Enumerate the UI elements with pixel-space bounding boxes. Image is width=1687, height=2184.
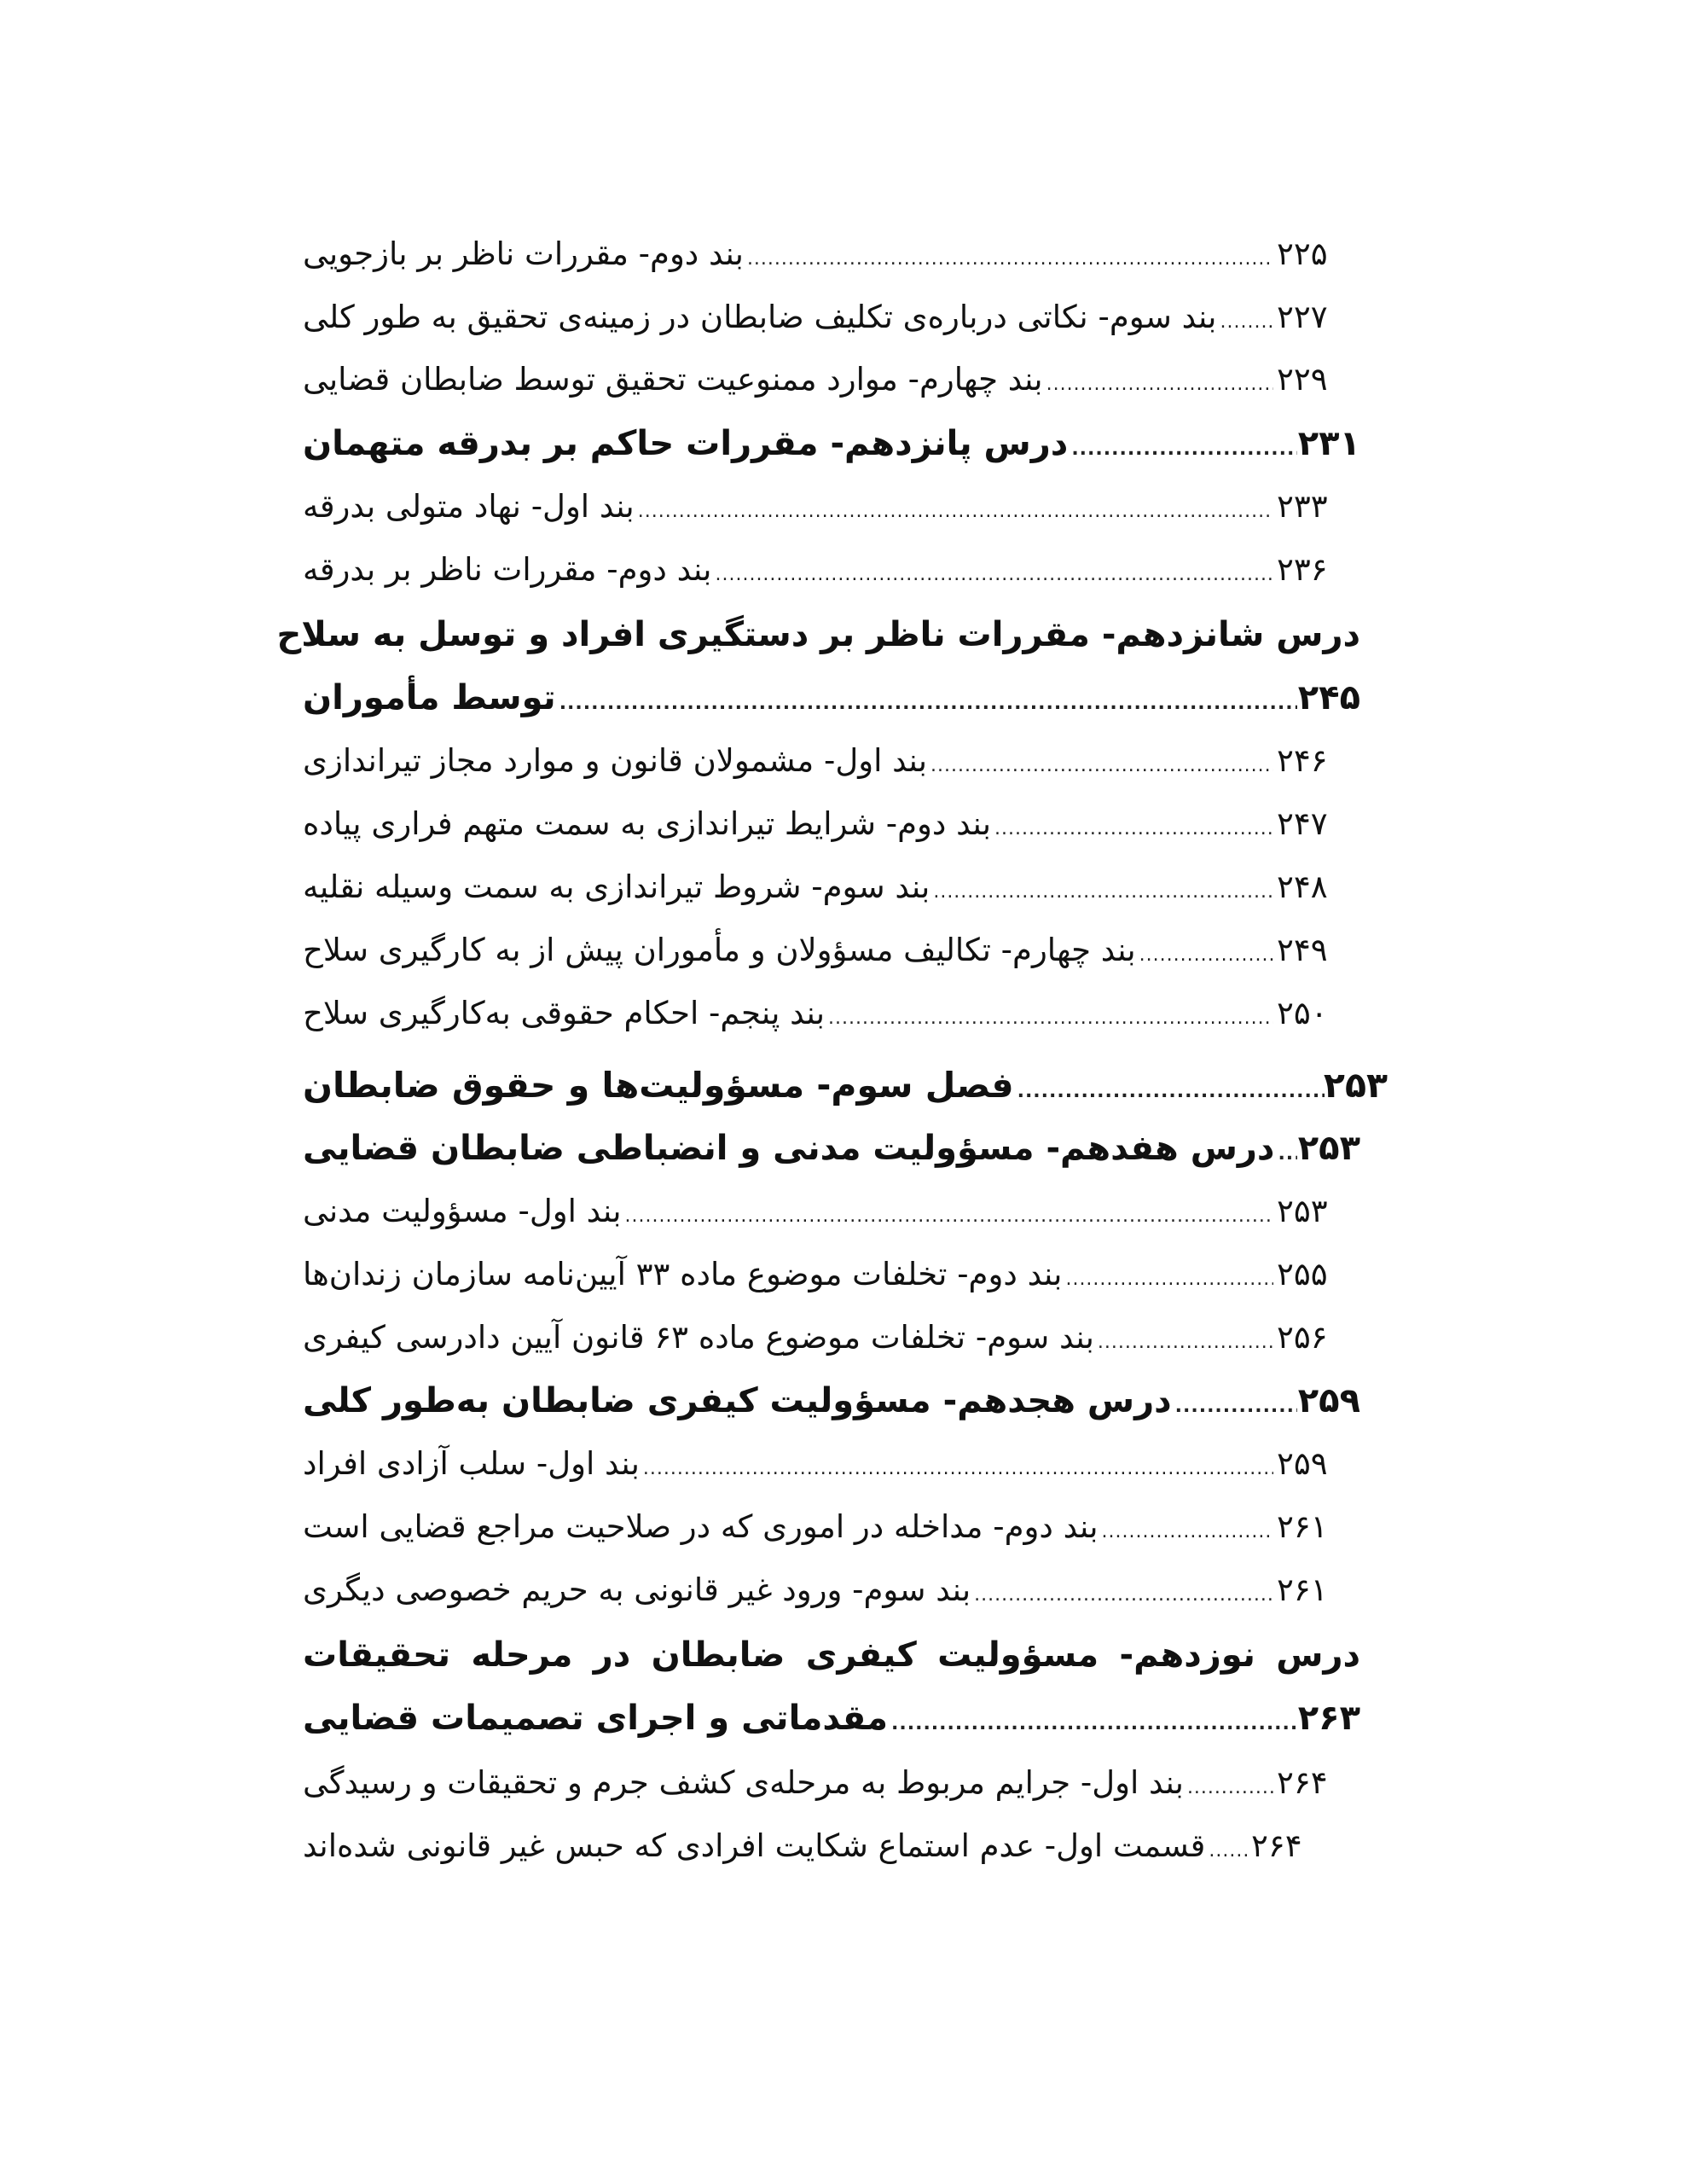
dot-leader <box>891 1694 1297 1754</box>
toc-entry-title: بند اول- نهاد متولی بدرقه <box>303 488 635 525</box>
dot-leader <box>625 1187 1273 1246</box>
toc-entry-page: ۲۲۷ <box>1277 299 1328 335</box>
toc-entry <box>303 1816 1311 1876</box>
toc-entry <box>303 794 1336 854</box>
toc-entry <box>303 350 1336 410</box>
toc-entry-page: ۲۴۸ <box>1277 868 1328 905</box>
toc-entry <box>303 288 1336 347</box>
toc-entry <box>303 1497 1336 1557</box>
toc-entry-page: ۲۲۹ <box>1277 361 1328 398</box>
toc-entry <box>303 1753 1336 1813</box>
toc-entry <box>303 1560 1336 1620</box>
toc-chapter-heading <box>303 1055 1388 1115</box>
dot-leader <box>643 1439 1273 1499</box>
toc-entry-title: توسط مأموران <box>303 678 556 717</box>
toc-entry <box>303 224 1336 284</box>
dot-leader <box>1209 1821 1248 1881</box>
toc-lesson-heading <box>303 1371 1360 1431</box>
toc-lesson-heading <box>303 1688 1360 1748</box>
dot-leader <box>828 989 1273 1048</box>
toc-entry-page: ۲۶۱ <box>1277 1508 1328 1545</box>
dot-leader <box>1017 1062 1325 1122</box>
dot-leader <box>715 545 1273 605</box>
dot-leader <box>1175 1377 1297 1437</box>
toc-entry-title: بند سوم- شروط تیراندازی به سمت وسیله نقلیه <box>303 868 930 905</box>
dot-leader <box>747 229 1273 289</box>
toc-entry-title: بند چهارم- موارد ممنوعیت تحقیق توسط ضابطان قضایی <box>303 361 1043 398</box>
toc-entry-title: بند دوم- مداخله در اموری که در صلاحیت مراجع قضایی است <box>303 1508 1099 1545</box>
toc-entry-title: بند اول- جرایم مربوط به مرحله‌ی کشف جرم و تحقیقات و رسیدگی <box>303 1764 1184 1801</box>
dot-leader <box>1139 926 1273 985</box>
dot-leader <box>1046 355 1273 415</box>
dot-leader <box>1098 1313 1273 1373</box>
toc-entry-page: ۲۵۹ <box>1277 1445 1328 1482</box>
dot-leader <box>1102 1502 1274 1562</box>
toc-entry-title: بند دوم- مقررات ناظر بر بازجویی <box>303 235 744 272</box>
toc-entry-title: مقدماتی و اجرای تصمیمات قضایی <box>303 1699 889 1738</box>
dot-leader <box>559 674 1297 734</box>
toc-entry <box>303 921 1336 980</box>
toc-entry <box>303 731 1336 791</box>
dot-leader <box>1220 293 1273 352</box>
toc-entry-title: بند سوم- نکاتی درباره‌ی تکلیف ضابطان در زمینه‌ی تحقیق به طور کلی <box>303 299 1217 335</box>
toc-entry-page: ۲۴۵ <box>1297 678 1360 717</box>
toc-entry-page: ۲۴۶ <box>1277 742 1328 779</box>
toc-entry-title: بند دوم- مقررات ناظر بر بدرقه <box>303 551 712 588</box>
toc-entry <box>303 1245 1336 1304</box>
dot-leader <box>1187 1758 1273 1818</box>
toc-entry <box>303 1434 1336 1494</box>
dot-leader <box>1278 1124 1297 1184</box>
toc-entry-title: بند سوم- تخلفات موضوع ماده ۶۳ قانون آیین دادرسی کیفری <box>303 1319 1094 1356</box>
toc-entry-title: بند اول- سلب آزادی افراد <box>303 1445 640 1482</box>
dot-leader <box>1065 1250 1273 1310</box>
dot-leader <box>974 1565 1273 1625</box>
toc-entry-page: ۲۳۶ <box>1277 551 1328 588</box>
toc-entry-title: بند دوم- شرایط تیراندازی به سمت متهم فراری پیاده <box>303 805 992 842</box>
dot-leader <box>930 736 1273 796</box>
toc-entry <box>303 540 1336 600</box>
toc-entry-page: ۲۳۳ <box>1277 488 1328 525</box>
toc-entry-page: ۲۶۴ <box>1277 1764 1328 1801</box>
toc-entry-page: ۲۲۵ <box>1277 235 1328 272</box>
toc-entry-title: بند دوم- تخلفات موضوع ماده ۳۳ آیین‌نامه سازمان زندان‌ها <box>303 1256 1063 1292</box>
toc-lesson-heading-line1: درس نوزدهم- مسؤولیت کیفری ضابطان در مرحله تحقیقات <box>303 1635 1360 1675</box>
toc-entry-page: ۲۴۷ <box>1277 805 1328 842</box>
toc-entry-title: درس هفدهم- مسؤولیت مدنی و انضباطی ضابطان قضایی <box>303 1129 1275 1168</box>
toc-entry <box>303 477 1336 537</box>
toc-lesson-heading <box>303 414 1360 473</box>
toc-entry-title: درس پانزدهم- مقررات حاکم بر بدرقه متهمان <box>303 424 1069 463</box>
toc-entry-title: بند سوم- ورود غیر قانونی به حریم خصوصی دیگری <box>303 1571 971 1608</box>
toc-entry <box>303 984 1336 1043</box>
toc-entry-title: بند چهارم- تکالیف مسؤولان و مأموران پیش از به کارگیری سلاح <box>303 932 1136 968</box>
toc-entry-page: ۲۳۱ <box>1297 424 1360 463</box>
toc-entry-page: ۲۵۵ <box>1277 1256 1328 1292</box>
toc-lesson-heading <box>303 668 1360 728</box>
dot-leader <box>994 799 1273 859</box>
toc-lesson-heading-line1: درس شانزدهم- مقررات ناظر بر دستگیری افراد و توسل به سلاح <box>276 615 1360 654</box>
toc-entry-page: ۲۵۹ <box>1297 1381 1360 1420</box>
toc-entry <box>303 857 1336 917</box>
toc-entry-title: بند اول- مشمولان قانون و موارد مجاز تیراندازی <box>303 742 927 779</box>
dot-leader <box>1071 420 1297 479</box>
toc-entry-page: ۲۶۴ <box>1251 1827 1302 1864</box>
dot-leader <box>933 863 1273 922</box>
toc-entry-title: فصل سوم- مسؤولیت‌ها و حقوق ضابطان <box>303 1065 1014 1106</box>
toc-entry-title: بند پنجم- احکام حقوقی به‌کارگیری سلاح <box>303 995 826 1031</box>
toc-lesson-heading <box>303 1118 1360 1178</box>
toc-entry-page: ۲۶۳ <box>1297 1699 1360 1738</box>
toc-entry-page: ۲۵۶ <box>1277 1319 1328 1356</box>
toc-entry-title: درس هجدهم- مسؤولیت کیفری ضابطان به‌طور کلی <box>303 1381 1172 1420</box>
toc-entry-title: قسمت اول- عدم استماع شکایت افرادی که حبس غیر قانونی شده‌اند <box>303 1827 1206 1864</box>
toc-entry <box>303 1182 1336 1241</box>
toc-entry-page: ۲۵۳ <box>1277 1193 1328 1229</box>
toc-entry-page: ۲۵۰ <box>1277 995 1328 1031</box>
toc-entry <box>303 1308 1336 1368</box>
dot-leader <box>638 482 1273 542</box>
toc-entry-page: ۲۵۳ <box>1323 1065 1388 1106</box>
toc-entry-page: ۲۶۱ <box>1277 1571 1328 1608</box>
toc-entry-page: ۲۵۳ <box>1297 1129 1360 1168</box>
toc-entry-page: ۲۴۹ <box>1277 932 1328 968</box>
toc-entry-title: بند اول- مسؤولیت مدنی <box>303 1193 622 1229</box>
